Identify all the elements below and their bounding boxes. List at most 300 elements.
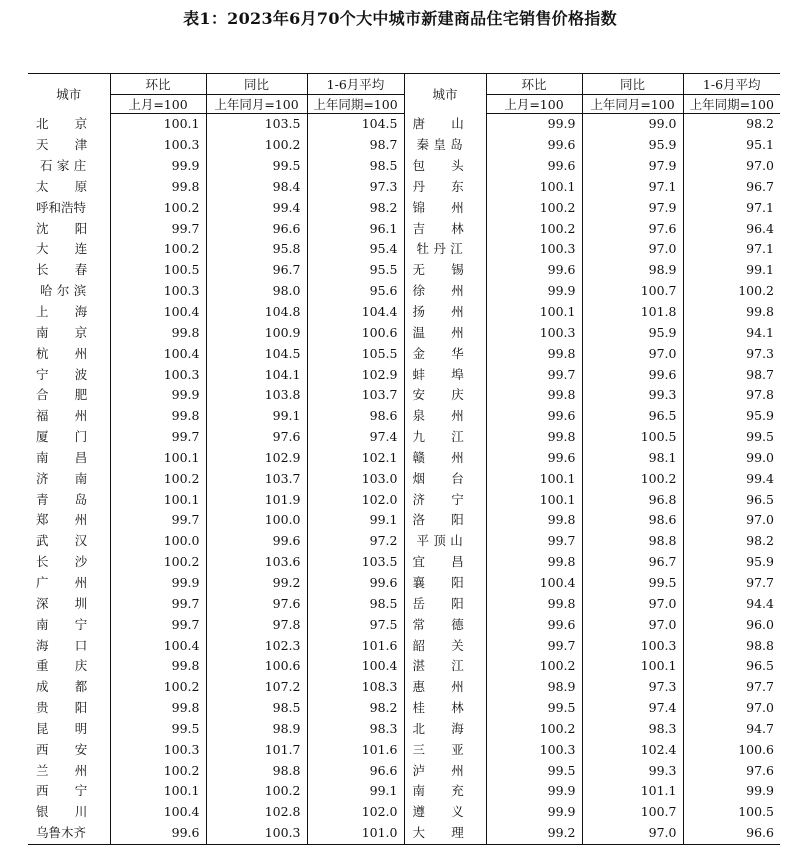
city-name-left xyxy=(28,135,114,156)
city-label: 遵义 xyxy=(412,804,491,820)
city-name-right xyxy=(404,343,491,364)
yoy-value-left: 99.2 xyxy=(206,573,307,594)
city-name-left xyxy=(28,510,114,531)
city-label: 济宁 xyxy=(412,491,491,507)
city-name-right xyxy=(404,573,491,594)
mom-value-left: 99.8 xyxy=(110,656,206,677)
city-label: 锦州 xyxy=(412,199,491,215)
table-row xyxy=(28,364,780,385)
city-label: 济南 xyxy=(36,470,114,486)
table-row xyxy=(28,343,780,364)
mom-value-right: 99.6 xyxy=(486,406,582,427)
yoy-value-left: 101.7 xyxy=(206,739,307,760)
yoy-value-left: 102.8 xyxy=(206,802,307,823)
avg-value-left: 98.5 xyxy=(307,156,404,177)
yoy-value-left: 107.2 xyxy=(206,677,307,698)
yoy-value-left: 97.6 xyxy=(206,593,307,614)
city-label: 昆明 xyxy=(36,720,114,736)
avg-value-left: 98.5 xyxy=(307,593,404,614)
table-row xyxy=(28,406,780,427)
city-label: 海口 xyxy=(36,637,114,653)
avg-value-right: 97.1 xyxy=(683,239,780,260)
yoy-value-right: 100.5 xyxy=(582,427,683,448)
city-label: 乌鲁木齐 xyxy=(36,825,87,841)
city-name-right xyxy=(404,677,491,698)
avg-value-left: 97.2 xyxy=(307,531,404,552)
mom-value-right: 100.3 xyxy=(486,739,582,760)
city-label: 沈阳 xyxy=(36,220,114,236)
mom-value-right: 100.2 xyxy=(486,718,582,739)
table-row xyxy=(28,802,780,823)
avg-value-right: 97.3 xyxy=(683,343,780,364)
city-name-left xyxy=(28,239,114,260)
city-label: 包头 xyxy=(412,158,491,174)
city-label: 银川 xyxy=(36,804,114,820)
mom-value-right: 99.8 xyxy=(486,427,582,448)
avg-value-right: 97.7 xyxy=(683,677,780,698)
table-row xyxy=(28,739,780,760)
table-row xyxy=(28,260,780,281)
mom-value-right: 98.9 xyxy=(486,677,582,698)
city-name-left xyxy=(28,531,114,552)
yoy-value-right: 97.6 xyxy=(582,218,683,239)
header-yoy-base-left: 上年同月=100 xyxy=(206,95,307,114)
city-name-right xyxy=(404,177,491,198)
yoy-value-right: 97.0 xyxy=(582,593,683,614)
city-label: 福州 xyxy=(36,408,114,424)
city-label: 烟台 xyxy=(412,470,491,486)
mom-value-right: 99.6 xyxy=(486,156,582,177)
mom-value-left: 100.5 xyxy=(110,260,206,281)
city-label: 平顶山 xyxy=(416,533,468,549)
city-name-left xyxy=(28,739,114,760)
city-name-right xyxy=(404,156,491,177)
yoy-value-right: 101.1 xyxy=(582,781,683,802)
mom-value-left: 99.7 xyxy=(110,593,206,614)
city-name-right xyxy=(404,302,491,323)
city-name-right xyxy=(404,635,491,656)
table-row xyxy=(28,177,780,198)
city-name-right xyxy=(404,510,491,531)
yoy-value-right: 98.1 xyxy=(582,448,683,469)
yoy-value-right: 98.8 xyxy=(582,531,683,552)
mom-value-right: 100.2 xyxy=(486,218,582,239)
mom-value-left: 100.1 xyxy=(110,448,206,469)
city-name-right xyxy=(404,823,491,844)
header-avg-left: 1-6月平均 xyxy=(307,74,404,95)
mom-value-right: 99.8 xyxy=(486,385,582,406)
city-name-right xyxy=(404,760,491,781)
avg-value-right: 99.9 xyxy=(683,781,780,802)
city-name-left xyxy=(28,718,114,739)
avg-value-right: 97.8 xyxy=(683,385,780,406)
avg-value-left: 98.2 xyxy=(307,197,404,218)
table-row xyxy=(28,322,780,343)
mom-value-left: 99.9 xyxy=(110,156,206,177)
table-row xyxy=(28,114,780,135)
avg-value-left: 108.3 xyxy=(307,677,404,698)
table-row xyxy=(28,531,780,552)
mom-value-left: 99.9 xyxy=(110,573,206,594)
city-name-left xyxy=(28,281,110,302)
mom-value-left: 100.2 xyxy=(110,760,206,781)
avg-value-right: 98.7 xyxy=(683,364,780,385)
avg-value-left: 97.5 xyxy=(307,614,404,635)
city-label: 丹东 xyxy=(412,178,491,194)
yoy-value-left: 103.6 xyxy=(206,552,307,573)
avg-value-right: 95.1 xyxy=(683,135,780,156)
table-row xyxy=(28,635,780,656)
mom-value-right: 100.4 xyxy=(486,573,582,594)
city-label: 西宁 xyxy=(36,783,114,799)
yoy-value-right: 99.5 xyxy=(582,573,683,594)
avg-value-right: 97.7 xyxy=(683,573,780,594)
avg-value-left: 100.4 xyxy=(307,656,404,677)
mom-value-left: 99.8 xyxy=(110,406,206,427)
city-label: 武汉 xyxy=(36,533,114,549)
city-name-right xyxy=(404,260,491,281)
city-name-right xyxy=(404,427,491,448)
city-label: 金华 xyxy=(412,345,491,361)
city-label: 天津 xyxy=(36,137,114,153)
city-name-right xyxy=(404,781,491,802)
city-label: 厦门 xyxy=(36,429,114,445)
header-mom-base-left: 上月=100 xyxy=(110,95,206,114)
city-name-right xyxy=(404,802,491,823)
avg-value-left: 95.4 xyxy=(307,239,404,260)
mom-value-right: 99.6 xyxy=(486,260,582,281)
city-label: 长沙 xyxy=(36,554,114,570)
city-label: 太原 xyxy=(36,178,114,194)
mom-value-right: 99.6 xyxy=(486,614,582,635)
city-name-right xyxy=(404,468,491,489)
yoy-value-left: 103.7 xyxy=(206,468,307,489)
mom-value-right: 99.2 xyxy=(486,823,582,844)
mom-value-left: 100.2 xyxy=(110,468,206,489)
avg-value-right: 94.7 xyxy=(683,718,780,739)
city-label: 温州 xyxy=(412,324,491,340)
avg-value-left: 102.0 xyxy=(307,489,404,510)
yoy-value-left: 102.9 xyxy=(206,448,307,469)
city-label: 西安 xyxy=(36,741,114,757)
header-mom-right: 环比 xyxy=(486,74,582,95)
table-row xyxy=(28,823,780,844)
mom-value-left: 100.4 xyxy=(110,635,206,656)
mom-value-right: 100.1 xyxy=(486,468,582,489)
mom-value-right: 99.7 xyxy=(486,531,582,552)
city-name-right xyxy=(404,614,491,635)
city-name-right xyxy=(404,385,491,406)
yoy-value-right: 97.9 xyxy=(582,156,683,177)
avg-value-left: 100.6 xyxy=(307,322,404,343)
header-yoy-base-right: 上年同月=100 xyxy=(582,95,683,114)
city-label: 青岛 xyxy=(36,491,114,507)
yoy-value-right: 97.4 xyxy=(582,698,683,719)
mom-value-left: 100.1 xyxy=(110,489,206,510)
table-row xyxy=(28,489,780,510)
avg-value-right: 97.0 xyxy=(683,510,780,531)
yoy-value-left: 103.5 xyxy=(206,114,307,135)
city-name-left xyxy=(28,823,110,844)
city-name-left xyxy=(28,468,114,489)
city-label: 徐州 xyxy=(412,283,491,299)
yoy-value-right: 96.5 xyxy=(582,406,683,427)
mom-value-left: 100.2 xyxy=(110,239,206,260)
city-label: 哈尔滨 xyxy=(40,283,91,299)
avg-value-right: 96.0 xyxy=(683,614,780,635)
yoy-value-left: 101.9 xyxy=(206,489,307,510)
yoy-value-left: 99.5 xyxy=(206,156,307,177)
yoy-value-left: 100.6 xyxy=(206,656,307,677)
mom-value-left: 99.8 xyxy=(110,698,206,719)
city-name-right xyxy=(404,739,491,760)
mom-value-right: 100.2 xyxy=(486,656,582,677)
city-label: 宜昌 xyxy=(412,554,491,570)
header-mom-base-right: 上月=100 xyxy=(486,95,582,114)
city-name-left xyxy=(28,197,110,218)
table-row xyxy=(28,218,780,239)
city-label: 大连 xyxy=(36,241,114,257)
yoy-value-right: 102.4 xyxy=(582,739,683,760)
avg-value-left: 99.1 xyxy=(307,510,404,531)
city-name-left xyxy=(28,260,114,281)
mom-value-right: 99.8 xyxy=(486,593,582,614)
city-name-left xyxy=(28,552,114,573)
yoy-value-left: 100.3 xyxy=(206,823,307,844)
city-name-left xyxy=(28,385,114,406)
avg-value-right: 100.2 xyxy=(683,281,780,302)
yoy-value-left: 97.6 xyxy=(206,427,307,448)
mom-value-left: 100.2 xyxy=(110,552,206,573)
table-row xyxy=(28,135,780,156)
avg-value-right: 97.6 xyxy=(683,760,780,781)
header-avg-base-left: 上年同期=100 xyxy=(307,95,404,114)
city-name-left xyxy=(28,781,114,802)
yoy-value-left: 102.3 xyxy=(206,635,307,656)
yoy-value-left: 100.2 xyxy=(206,135,307,156)
mom-value-left: 99.6 xyxy=(110,823,206,844)
city-label: 贵阳 xyxy=(36,700,114,716)
mom-value-right: 100.1 xyxy=(486,177,582,198)
city-name-right xyxy=(404,489,491,510)
avg-value-left: 102.1 xyxy=(307,448,404,469)
yoy-value-left: 99.6 xyxy=(206,531,307,552)
avg-value-left: 105.5 xyxy=(307,343,404,364)
yoy-value-right: 99.3 xyxy=(582,385,683,406)
mom-value-right: 99.8 xyxy=(486,510,582,531)
table-row xyxy=(28,197,780,218)
yoy-value-left: 96.7 xyxy=(206,260,307,281)
yoy-value-left: 103.8 xyxy=(206,385,307,406)
mom-value-right: 100.1 xyxy=(486,489,582,510)
avg-value-left: 97.3 xyxy=(307,177,404,198)
yoy-value-left: 99.4 xyxy=(206,197,307,218)
avg-value-left: 101.6 xyxy=(307,739,404,760)
avg-value-right: 96.5 xyxy=(683,656,780,677)
yoy-value-left: 104.1 xyxy=(206,364,307,385)
yoy-value-right: 97.1 xyxy=(582,177,683,198)
yoy-value-left: 100.9 xyxy=(206,322,307,343)
city-label: 安庆 xyxy=(412,387,491,403)
header-avg-base-right: 上年同期=100 xyxy=(683,95,780,114)
avg-value-right: 97.1 xyxy=(683,197,780,218)
mom-value-right: 99.6 xyxy=(486,448,582,469)
mom-value-left: 100.4 xyxy=(110,802,206,823)
yoy-value-left: 95.8 xyxy=(206,239,307,260)
city-name-left xyxy=(28,218,114,239)
avg-value-right: 100.5 xyxy=(683,802,780,823)
city-name-left xyxy=(28,427,114,448)
city-label: 广州 xyxy=(36,574,114,590)
mom-value-right: 100.3 xyxy=(486,322,582,343)
mom-value-right: 100.1 xyxy=(486,302,582,323)
city-label: 唐山 xyxy=(412,116,491,132)
city-name-right xyxy=(404,593,491,614)
table-row xyxy=(28,718,780,739)
table-row xyxy=(28,593,780,614)
table-row xyxy=(28,468,780,489)
city-label: 常德 xyxy=(412,616,491,632)
city-name-left xyxy=(28,760,114,781)
table-row xyxy=(28,698,780,719)
yoy-value-left: 98.0 xyxy=(206,281,307,302)
mom-value-right: 99.9 xyxy=(486,281,582,302)
mom-value-right: 100.3 xyxy=(486,239,582,260)
avg-value-left: 101.6 xyxy=(307,635,404,656)
city-label: 吉林 xyxy=(412,220,491,236)
city-label: 泉州 xyxy=(412,408,491,424)
yoy-value-left: 97.8 xyxy=(206,614,307,635)
yoy-value-right: 101.8 xyxy=(582,302,683,323)
mom-value-left: 100.4 xyxy=(110,343,206,364)
yoy-value-right: 98.9 xyxy=(582,260,683,281)
table-row xyxy=(28,239,780,260)
city-label: 宁波 xyxy=(36,366,114,382)
yoy-value-right: 100.1 xyxy=(582,656,683,677)
city-label: 呼和浩特 xyxy=(36,199,87,215)
yoy-value-right: 100.7 xyxy=(582,802,683,823)
avg-value-left: 103.0 xyxy=(307,468,404,489)
avg-value-left: 98.6 xyxy=(307,406,404,427)
table-header xyxy=(28,74,780,114)
yoy-value-left: 104.8 xyxy=(206,302,307,323)
mom-value-left: 100.2 xyxy=(110,677,206,698)
city-label: 三亚 xyxy=(412,741,491,757)
avg-value-left: 102.0 xyxy=(307,802,404,823)
city-label: 南充 xyxy=(412,783,491,799)
yoy-value-left: 98.8 xyxy=(206,760,307,781)
city-label: 襄阳 xyxy=(412,574,491,590)
table-row xyxy=(28,427,780,448)
avg-value-right: 98.2 xyxy=(683,114,780,135)
city-label: 北海 xyxy=(412,720,491,736)
city-name-right xyxy=(404,552,491,573)
city-name-right xyxy=(404,698,491,719)
city-label: 无锡 xyxy=(412,262,491,278)
avg-value-left: 95.6 xyxy=(307,281,404,302)
city-label: 桂林 xyxy=(412,700,491,716)
yoy-value-right: 99.3 xyxy=(582,760,683,781)
city-label: 郑州 xyxy=(36,512,114,528)
city-name-left xyxy=(28,614,114,635)
mom-value-left: 100.1 xyxy=(110,114,206,135)
city-name-right xyxy=(404,656,491,677)
city-name-right xyxy=(404,239,486,260)
city-label: 上海 xyxy=(36,304,114,320)
city-label: 合肥 xyxy=(36,387,114,403)
city-name-left xyxy=(28,677,114,698)
table-title: 表1：2023年6月70个大中城市新建商品住宅销售价格指数 xyxy=(183,9,617,28)
yoy-value-left: 98.5 xyxy=(206,698,307,719)
mom-value-left: 100.2 xyxy=(110,197,206,218)
mom-value-right: 99.5 xyxy=(486,760,582,781)
city-label: 杭州 xyxy=(36,345,114,361)
city-label: 大理 xyxy=(412,825,491,841)
city-name-right xyxy=(404,114,491,135)
avg-value-left: 98.3 xyxy=(307,718,404,739)
header-city-left: 城市 xyxy=(28,74,110,114)
mom-value-right: 99.9 xyxy=(486,781,582,802)
mom-value-right: 99.7 xyxy=(486,364,582,385)
header-city-right: 城市 xyxy=(404,74,486,114)
avg-value-left: 103.7 xyxy=(307,385,404,406)
mom-value-right: 99.7 xyxy=(486,635,582,656)
avg-value-left: 96.1 xyxy=(307,218,404,239)
yoy-value-right: 96.7 xyxy=(582,552,683,573)
yoy-value-right: 99.6 xyxy=(582,364,683,385)
yoy-value-right: 97.3 xyxy=(582,677,683,698)
city-label: 牡丹江 xyxy=(416,241,468,257)
avg-value-left: 104.5 xyxy=(307,114,404,135)
table-row xyxy=(28,385,780,406)
city-label: 石家庄 xyxy=(40,158,91,174)
yoy-value-right: 99.0 xyxy=(582,114,683,135)
yoy-value-left: 98.9 xyxy=(206,718,307,739)
avg-value-right: 96.6 xyxy=(683,823,780,844)
table-row xyxy=(28,281,780,302)
yoy-value-left: 98.4 xyxy=(206,177,307,198)
avg-value-right: 96.4 xyxy=(683,218,780,239)
city-label: 韶关 xyxy=(412,637,491,653)
city-label: 惠州 xyxy=(412,679,491,695)
table-row xyxy=(28,448,780,469)
city-name-right xyxy=(404,718,491,739)
avg-value-left: 98.2 xyxy=(307,698,404,719)
avg-value-right: 98.8 xyxy=(683,635,780,656)
city-name-left xyxy=(28,302,114,323)
mom-value-left: 99.9 xyxy=(110,385,206,406)
city-label: 九江 xyxy=(412,429,491,445)
city-name-left xyxy=(28,593,114,614)
avg-value-right: 94.1 xyxy=(683,322,780,343)
avg-value-right: 99.8 xyxy=(683,302,780,323)
city-label: 深圳 xyxy=(36,595,114,611)
avg-value-right: 94.4 xyxy=(683,593,780,614)
avg-value-right: 100.6 xyxy=(683,739,780,760)
yoy-value-right: 95.9 xyxy=(582,322,683,343)
yoy-value-right: 100.2 xyxy=(582,468,683,489)
yoy-value-right: 100.3 xyxy=(582,635,683,656)
city-name-right xyxy=(404,218,491,239)
city-label: 扬州 xyxy=(412,304,491,320)
yoy-value-right: 98.3 xyxy=(582,718,683,739)
mom-value-left: 100.3 xyxy=(110,364,206,385)
header-yoy-right: 同比 xyxy=(582,74,683,95)
yoy-value-right: 97.0 xyxy=(582,343,683,364)
yoy-value-right: 100.7 xyxy=(582,281,683,302)
yoy-value-left: 99.1 xyxy=(206,406,307,427)
mom-value-right: 99.8 xyxy=(486,552,582,573)
